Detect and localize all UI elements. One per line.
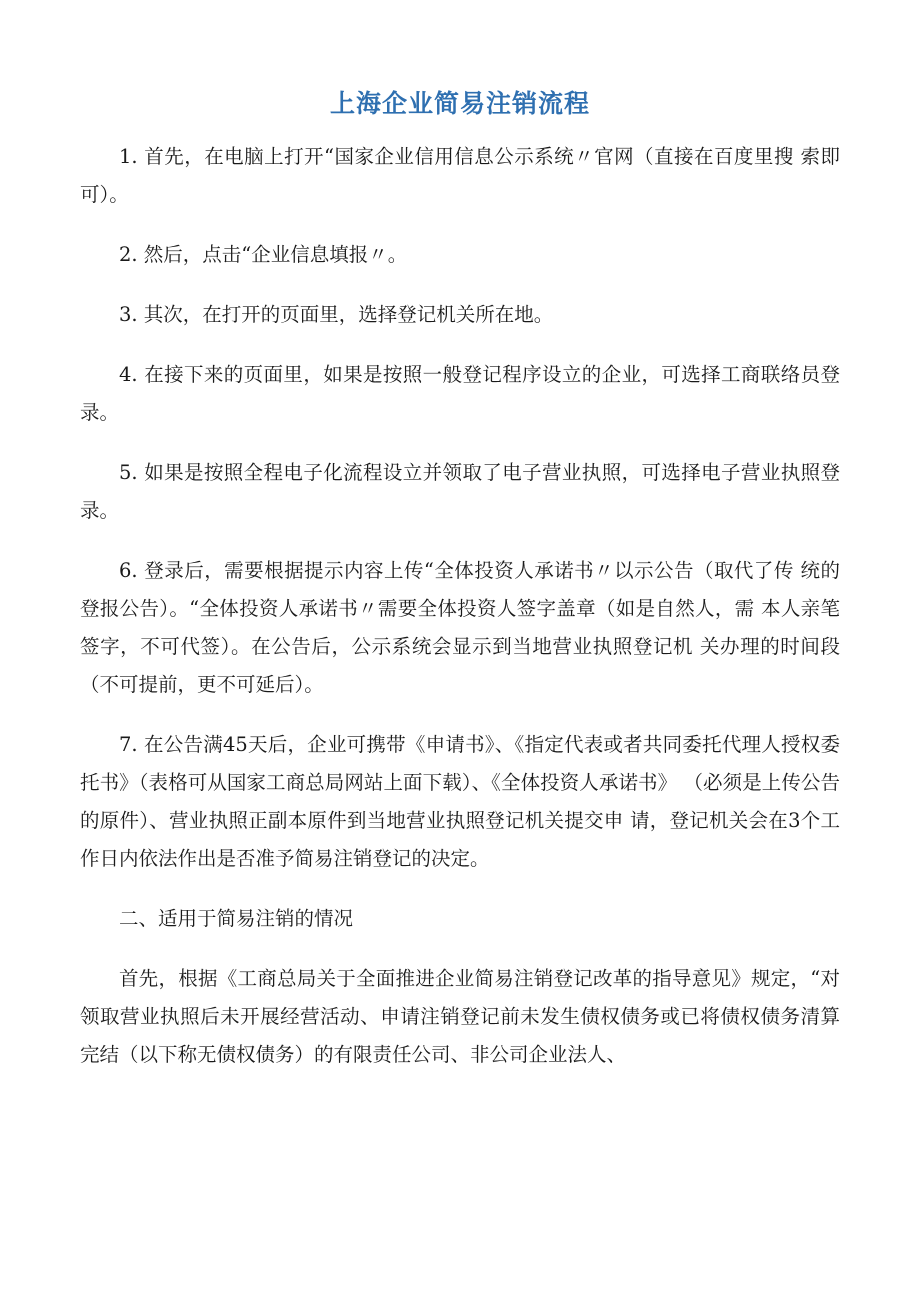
paragraph-step-3: 3. 其次，在打开的页面里，选择登记机关所在地。 xyxy=(119,303,554,326)
paragraph-step-6: 6. 登录后，需要根据提示内容上传“全体投资人承诺书〃以示公告（取代了传 统的登报公告）。“全体投资人承诺书〃需要全体投资人签字盖章（如是自然人，需 本人亲笔签字，不可代签）。在公告后，公示系统会显示到当地营业执照登记机 关办理的时间段（不可提前，更不可延后）。 xyxy=(80,559,840,696)
document-title: 上海企业简易注销流程 xyxy=(329,89,590,118)
paragraph-step-1: 1. 首先，在电脑上打开“国家企业信用信息公示系统〃官网（直接在百度里搜 索即可）。 xyxy=(80,145,840,206)
paragraph-step-2: 2. 然后，点击“企业信息填报〃。 xyxy=(119,243,408,266)
paragraph-applicable-cases-intro: 首先，根据《工商总局关于全面推进企业简易注销登记改革的指导意见》规定，“对领取营业执照后未开展经营活动、申请注销登记前未发生债权债务或已将债权债务清算完结（以下称无债权债务）的有限责任公司、非公司企业法人、 xyxy=(80,967,840,1066)
paragraph-step-5: 5. 如果是按照全程电子化流程设立并领取了电子营业执照，可选择电子营业执照登录。 xyxy=(80,461,840,522)
document-page xyxy=(80,84,840,1096)
paragraph-step-4: 4. 在接下来的页面里，如果是按照一般登记程序设立的企业，可选择工商联络员登录。 xyxy=(80,363,840,424)
paragraph-step-7: 7. 在公告满45天后，企业可携带《申请书》、《指定代表或者共同委托代理人授权委托书》（表格可从国家工商总局网站上面下载）、《全体投资人承诺书》 （必须是上传公告的原件）、营业执照正副本原件到当地营业执照登记机关提交申 请，登记机关会在3个工作日内依法作出是否准予简易注销登记的决定。 xyxy=(80,733,840,870)
section-heading-applicable-cases: 二、适用于简易注销的情况 xyxy=(119,907,354,930)
